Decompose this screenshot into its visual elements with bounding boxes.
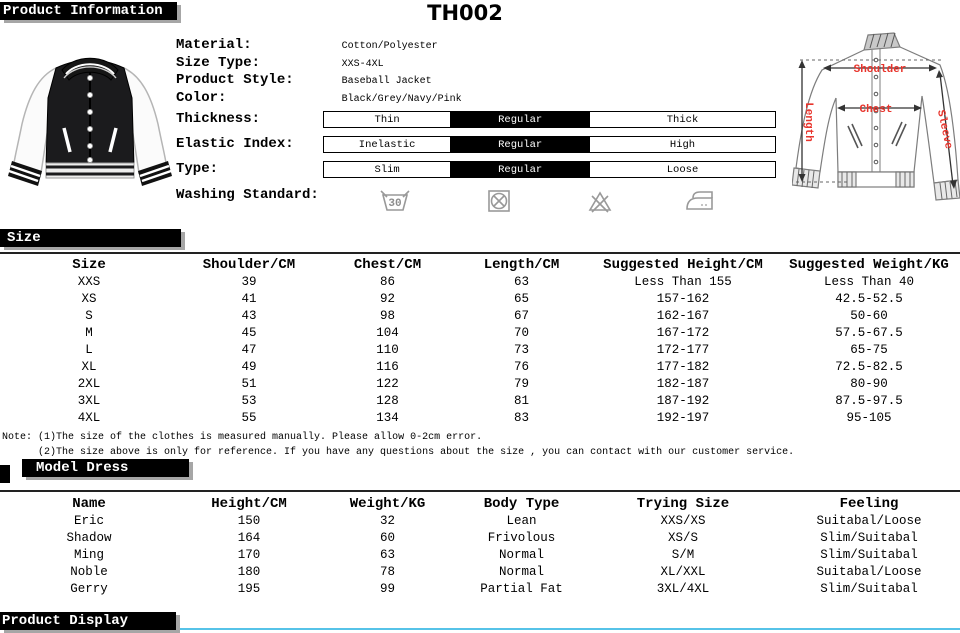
table-cell: 162-167 bbox=[656, 308, 710, 323]
table-cell: 167-172 bbox=[656, 325, 710, 340]
table-cell: Gerry bbox=[70, 581, 108, 596]
table-cell: 57.5-67.5 bbox=[835, 325, 903, 340]
section-header-product-display: Product Display bbox=[0, 612, 176, 630]
attribute-value: Baseball Jacket bbox=[341, 76, 432, 87]
attribute-value: Cotton/Polyester bbox=[341, 41, 438, 52]
table-row bbox=[0, 341, 960, 358]
section-header-product-information: Product Information bbox=[0, 2, 177, 20]
elastic-index-selector bbox=[323, 136, 776, 153]
table-cell: 78 bbox=[379, 564, 395, 579]
diagram-length-label: Length bbox=[802, 102, 814, 142]
selector-option[interactable]: Loose bbox=[666, 163, 699, 176]
column-header: Size bbox=[72, 256, 106, 273]
table-cell: 53 bbox=[241, 393, 257, 408]
table-cell: Slim/Suitabal bbox=[820, 530, 918, 545]
table-cell: Slim/Suitabal bbox=[820, 547, 918, 562]
table-cell: Eric bbox=[73, 513, 104, 528]
table-cell: 81 bbox=[513, 393, 529, 408]
product-attributes bbox=[176, 36, 462, 106]
diagram-chest-label: Chest bbox=[859, 104, 893, 116]
table-cell: 70 bbox=[513, 325, 529, 340]
product-photo-jacket bbox=[4, 32, 176, 206]
thickness-selector bbox=[323, 111, 776, 128]
column-header: Length/CM bbox=[483, 256, 560, 273]
table-cell: 4XL bbox=[77, 410, 101, 425]
selector-option-selected[interactable]: Regular bbox=[450, 112, 590, 127]
table-cell: 172-177 bbox=[656, 342, 710, 357]
table-row bbox=[0, 290, 960, 307]
table-cell: 195 bbox=[237, 581, 261, 596]
table-row bbox=[0, 375, 960, 392]
table-row bbox=[0, 409, 960, 426]
table-cell: S bbox=[85, 308, 93, 323]
column-header: Chest/CM bbox=[353, 256, 422, 273]
note-line: (2)The size above is only for reference. If you have any questions about the size , you can contact with our customer service. bbox=[38, 447, 795, 458]
table-row bbox=[0, 324, 960, 341]
attribute-value: XXS-4XL bbox=[341, 58, 384, 70]
attribute-row-material bbox=[176, 36, 462, 54]
attribute-row-product-style bbox=[176, 71, 462, 89]
table-cell: S/M bbox=[671, 547, 695, 562]
table-cell: 157-162 bbox=[656, 291, 710, 306]
table-cell: 122 bbox=[376, 376, 399, 391]
selector-option[interactable]: Slim bbox=[374, 163, 400, 176]
table-cell: 192-197 bbox=[656, 410, 710, 425]
section-header-size: Size bbox=[0, 229, 181, 247]
table-cell: 182-187 bbox=[656, 376, 710, 391]
attribute-label: Material: bbox=[176, 37, 252, 53]
thickness-label: Thickness: bbox=[176, 111, 261, 127]
note-line: Note: (1)The size of the clothes is measured manually. Please allow 0-2cm error. bbox=[2, 432, 483, 443]
table-cell: 51 bbox=[241, 376, 257, 391]
column-header: Body Type bbox=[483, 495, 560, 512]
table-cell: 47 bbox=[241, 342, 257, 357]
table-cell: 49 bbox=[241, 359, 257, 374]
table-cell: Normal bbox=[498, 547, 544, 562]
attribute-row-size-type bbox=[176, 54, 462, 72]
table-row bbox=[0, 307, 960, 324]
wash-30-icon bbox=[377, 188, 413, 214]
table-cell: 3XL/4XL bbox=[656, 581, 710, 596]
table-cell: Slim/Suitabal bbox=[820, 581, 918, 596]
table-cell: Less Than 155 bbox=[634, 274, 732, 289]
washing-standard-icons bbox=[323, 188, 776, 216]
table-cell: 92 bbox=[379, 291, 395, 306]
column-header: Height/CM bbox=[211, 495, 287, 512]
model-dress-table bbox=[0, 495, 960, 597]
table-cell: 41 bbox=[241, 291, 257, 306]
table-cell: 39 bbox=[241, 274, 257, 289]
table-cell: 86 bbox=[379, 274, 395, 289]
table-row bbox=[0, 358, 960, 375]
type-selector bbox=[323, 161, 776, 178]
table-cell: XS bbox=[81, 291, 97, 306]
table-cell: 72.5-82.5 bbox=[835, 359, 903, 374]
table-cell: 110 bbox=[376, 342, 399, 357]
table-cell: 43 bbox=[241, 308, 257, 323]
table-cell: Frivolous bbox=[487, 530, 556, 545]
table-cell: 87.5-97.5 bbox=[835, 393, 903, 408]
table-cell: Noble bbox=[70, 564, 108, 579]
table-cell: XL bbox=[81, 359, 97, 374]
table-cell: Ming bbox=[73, 547, 104, 562]
decorative-block bbox=[0, 465, 10, 483]
svg-text:30: 30 bbox=[388, 198, 402, 210]
table-cell: 98 bbox=[379, 308, 395, 323]
selector-option[interactable]: Thick bbox=[666, 113, 699, 126]
table-cell: 79 bbox=[513, 376, 529, 391]
table-cell: 42.5-52.5 bbox=[835, 291, 903, 306]
table-cell: 104 bbox=[376, 325, 399, 340]
column-header: Suggested Weight/KG bbox=[789, 256, 949, 273]
do-not-bleach-icon bbox=[587, 188, 613, 214]
measurement-diagram bbox=[792, 30, 960, 214]
table-cell: Less Than 40 bbox=[823, 274, 914, 289]
column-header: Suggested Height/CM bbox=[603, 256, 763, 273]
table-cell: 73 bbox=[513, 342, 529, 357]
table-cell: XXS/XS bbox=[660, 513, 706, 528]
table-cell: 128 bbox=[376, 393, 399, 408]
table-cell: 180 bbox=[237, 564, 261, 579]
table-cell: 150 bbox=[237, 513, 261, 528]
table-cell: Suitabal/Loose bbox=[816, 513, 922, 528]
table-cell: 187-192 bbox=[656, 393, 710, 408]
table-cell: 95-105 bbox=[846, 410, 892, 425]
attribute-label: Size Type: bbox=[176, 54, 261, 71]
table-cell: Normal bbox=[498, 564, 544, 579]
column-header: Trying Size bbox=[636, 495, 730, 512]
selector-option-selected[interactable]: Regular bbox=[450, 137, 590, 152]
table-cell: 2XL bbox=[77, 376, 101, 391]
table-row bbox=[0, 273, 960, 290]
elastic-index-label: Elastic Index: bbox=[176, 136, 294, 152]
table-cell: 164 bbox=[237, 530, 261, 545]
attribute-value: Black/Grey/Navy/Pink bbox=[341, 93, 462, 105]
diagram-shoulder-label: Shoulder bbox=[853, 64, 907, 76]
table-cell: 134 bbox=[376, 410, 399, 425]
page-title: TH002 bbox=[427, 1, 503, 25]
attribute-label: Color: bbox=[176, 89, 227, 106]
size-table bbox=[0, 256, 960, 426]
do-not-tumble-dry-icon bbox=[486, 188, 512, 214]
table-cell: 60 bbox=[379, 530, 395, 545]
size-table-header-row bbox=[0, 256, 960, 273]
table-cell: 76 bbox=[513, 359, 529, 374]
table-row bbox=[0, 546, 960, 563]
size-notes bbox=[2, 430, 794, 460]
section-header-model-dress: Model Dress bbox=[22, 459, 189, 477]
diagram-sleeve-label: Sleeve bbox=[933, 108, 954, 151]
table-cell: Partial Fat bbox=[480, 581, 563, 596]
table-cell: 3XL bbox=[77, 393, 101, 408]
table-row bbox=[0, 392, 960, 409]
divider-line bbox=[0, 252, 960, 254]
table-cell: 63 bbox=[379, 547, 395, 562]
model-table-header-row bbox=[0, 495, 960, 512]
table-cell: 55 bbox=[241, 410, 257, 425]
table-cell: Suitabal/Loose bbox=[816, 564, 922, 579]
type-label: Type: bbox=[176, 161, 219, 177]
table-cell: 65 bbox=[513, 291, 529, 306]
iron-icon bbox=[685, 188, 715, 214]
table-row bbox=[0, 580, 960, 597]
table-row bbox=[0, 512, 960, 529]
table-cell: 63 bbox=[513, 274, 529, 289]
table-cell: XXS bbox=[77, 274, 101, 289]
table-cell: Shadow bbox=[66, 530, 112, 545]
table-cell: 177-182 bbox=[656, 359, 710, 374]
column-header: Weight/KG bbox=[349, 495, 426, 512]
table-cell: 32 bbox=[379, 513, 395, 528]
table-cell: 50-60 bbox=[850, 308, 888, 323]
table-cell: 45 bbox=[241, 325, 257, 340]
table-cell: 83 bbox=[513, 410, 529, 425]
washing-standard-label: Washing Standard: bbox=[176, 187, 319, 203]
table-cell: 116 bbox=[376, 359, 399, 374]
table-cell: 170 bbox=[237, 547, 261, 562]
column-header: Shoulder/CM bbox=[202, 256, 296, 273]
table-cell: M bbox=[85, 325, 93, 340]
table-row bbox=[0, 529, 960, 546]
table-cell: 65-75 bbox=[850, 342, 888, 357]
divider-line bbox=[0, 490, 960, 492]
selector-option[interactable]: High bbox=[669, 138, 696, 151]
selector-option[interactable]: Thin bbox=[374, 113, 400, 126]
table-cell: Lean bbox=[506, 513, 537, 528]
table-cell: 67 bbox=[513, 308, 529, 323]
table-row bbox=[0, 563, 960, 580]
column-header: Feeling bbox=[839, 495, 899, 512]
selector-option-selected[interactable]: Regular bbox=[450, 162, 590, 177]
table-cell: 80-90 bbox=[850, 376, 888, 391]
attribute-label: Product Style: bbox=[176, 72, 294, 88]
column-header: Name bbox=[72, 495, 106, 512]
table-cell: 99 bbox=[379, 581, 395, 596]
table-cell: XL/XXL bbox=[660, 564, 706, 579]
table-cell: XS/S bbox=[667, 530, 698, 545]
table-cell: L bbox=[85, 342, 93, 357]
selector-option[interactable]: Inelastic bbox=[358, 138, 416, 151]
attribute-row-color bbox=[176, 89, 462, 107]
